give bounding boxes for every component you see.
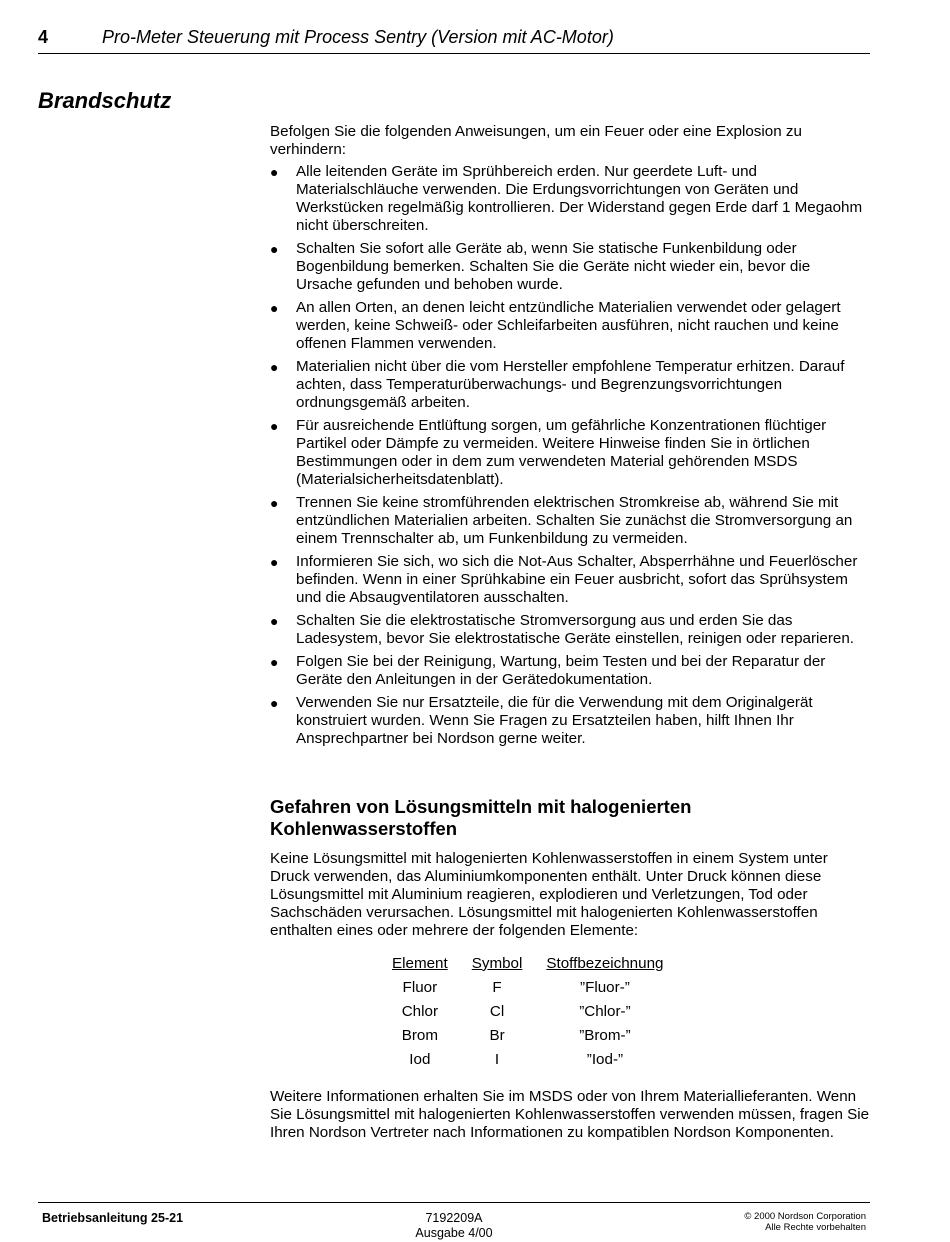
column-header: Element <box>392 954 448 972</box>
table-row <box>380 1023 675 1047</box>
closing-section <box>270 1088 870 1142</box>
bullet-icon: ● <box>270 554 279 570</box>
list-item: ● Schalten Sie sofort alle Geräte ab, wenn Sie statische Funkenbildung oder Bogenbildung bemerken. Schalten Sie die Geräte nicht wieder ein, bevor die Ursache gefunden und behoben wurde. <box>270 240 811 293</box>
table-header-row <box>380 951 675 975</box>
running-title: Pro-Meter Steuerung mit Process Sentry (Version mit AC-Motor) <box>102 27 614 47</box>
subsection-title: Gefahren von Lösungsmitteln mit halogenierten Kohlenwasserstoffen <box>270 796 692 839</box>
solvent-paragraph: Keine Lösungsmittel mit halogenierten Kohlenwasserstoffen in einem System unter Druck verwenden, das Aluminiumkomponenten enthält. Unter Druck können diese Lösungsmittel mit Aluminium reagieren, explodieren und Verletzungen, Tod oder Sachschäden verursachen. Lösungsmittel mit halogenierten Kohlenwasserstoffen enthalten eines oder mehrere der folgenden Elemente: <box>270 850 828 939</box>
table-cell: ”Chlor-” <box>579 1002 631 1020</box>
elements-table <box>380 951 675 1071</box>
table-row <box>380 999 675 1023</box>
copyright: © 2000 Nordson Corporation Alle Rechte vorbehalten <box>744 1211 866 1233</box>
table-cell: ”Iod-” <box>586 1050 624 1068</box>
table-cell: ”Brom-” <box>579 1026 631 1044</box>
list-item: ● Schalten Sie die elektrostatische Stromversorgung aus und erden Sie das Ladesystem, bevor Sie elektrostatische Geräte einstellen, reinigen oder reparieren. <box>270 612 855 647</box>
page-header <box>38 27 870 54</box>
table-cell: Br <box>489 1026 505 1044</box>
column-header: Symbol <box>471 954 523 972</box>
table-cell: F <box>492 978 502 996</box>
bullet-icon: ● <box>270 164 279 180</box>
bullet-icon: ● <box>270 359 279 375</box>
list-item: ● Alle leitenden Geräte im Sprühbereich erden. Nur geerdete Luft- und Materialschläuche verwenden. Die Erdungsvorrichtungen von Geräten und Werkstücken regelmäßig kontrollieren. Der Widerstand gegen Erde darf 1 Megaohm nicht überschreiten. <box>270 163 863 234</box>
manual-number: Betriebsanleitung 25-21 <box>42 1211 184 1225</box>
table-row <box>380 975 675 999</box>
column-header: Stoffbezeichnung <box>546 954 664 972</box>
list-item: ● Folgen Sie bei der Reinigung, Wartung, beim Testen und bei der Reparatur der Geräte den Anleitungen in der Gerätedokumentation. <box>270 653 826 688</box>
table-cell: Brom <box>401 1026 438 1044</box>
solvent-warning <box>270 850 870 940</box>
document-id: 7192209A Ausgabe 4/00 <box>415 1211 493 1240</box>
list-item: ● Materialien nicht über die vom Hersteller empfohlene Temperatur erhitzen. Darauf achten, dass Temperaturüberwachungs- und Begrenzungsvorrichtungen ordnungsgemäß arbeiten. <box>270 358 845 411</box>
table-cell: Chlor <box>401 1002 438 1020</box>
list-item: ● An allen Orten, an denen leicht entzündliche Materialien verwendet oder gelagert werden, keine Schweiß- oder Schleifarbeiten ausführen, nicht rauchen und keine offenen Flammen verwenden. <box>270 299 841 352</box>
table-cell: Iod <box>409 1050 431 1068</box>
page-footer <box>38 1202 870 1242</box>
table-cell: Cl <box>489 1002 505 1020</box>
table-cell: I <box>494 1050 500 1068</box>
bullet-icon: ● <box>270 241 279 257</box>
table-row <box>380 1047 675 1071</box>
bullet-icon: ● <box>270 495 279 511</box>
list-item: ● Informieren Sie sich, wo sich die Not-Aus Schalter, Absperrhähne und Feuerlöscher befinden. Wenn in einer Sprühkabine ein Feuer ausbricht, sofort das Sprühsystem und die Absaugventilatoren ausschalten. <box>270 553 858 606</box>
bullet-icon: ● <box>270 695 279 711</box>
list-item: ● Trennen Sie keine stromführenden elektrischen Stromkreise ab, während Sie mit entzündlichen Materialien arbeiten. Schalten Sie zunächst die Stromversorgung an einem Trennschalter ab, um Funkenbildung zu vermeiden. <box>270 494 853 547</box>
table-cell: ”Fluor-” <box>580 978 630 996</box>
fire-protection-section <box>270 123 870 753</box>
section-title: Brandschutz <box>38 88 172 113</box>
bullet-list <box>270 163 870 748</box>
bullet-icon: ● <box>270 613 279 629</box>
closing-paragraph: Weitere Informationen erhalten Sie im MSDS oder von Ihrem Materiallieferanten. Wenn Sie Lösungsmittel mit halogenierten Kohlenwasserstoffen verwenden müssen, fragen Sie Ihren Nordson Vertreter nach Informationen zu kompatiblen Nordson Komponenten. <box>270 1088 870 1141</box>
bullet-icon: ● <box>270 418 279 434</box>
list-item: ● Verwenden Sie nur Ersatzteile, die für die Verwendung mit dem Originalgerät konstruiert wurden. Wenn Sie Fragen zu Ersatzteilen haben, hilft Ihnen Ihr Ansprechpartner bei Nordson gerne weiter. <box>270 694 813 747</box>
intro-paragraph: Befolgen Sie die folgenden Anweisungen, um ein Feuer oder eine Explosion zu verhindern: <box>270 123 802 158</box>
table-cell: Fluor <box>402 978 438 996</box>
list-item: ● Für ausreichende Entlüftung sorgen, um gefährliche Konzentrationen flüchtiger Partikel oder Dämpfe zu vermeiden. Weitere Hinweise finden Sie in örtlichen Bestimmungen oder in dem zum verwendeten Material gehörenden MSDS (Materialsicherheitsdatenblatt). <box>270 417 827 488</box>
bullet-icon: ● <box>270 300 279 316</box>
page-number: 4 <box>38 27 49 47</box>
bullet-icon: ● <box>270 654 279 670</box>
